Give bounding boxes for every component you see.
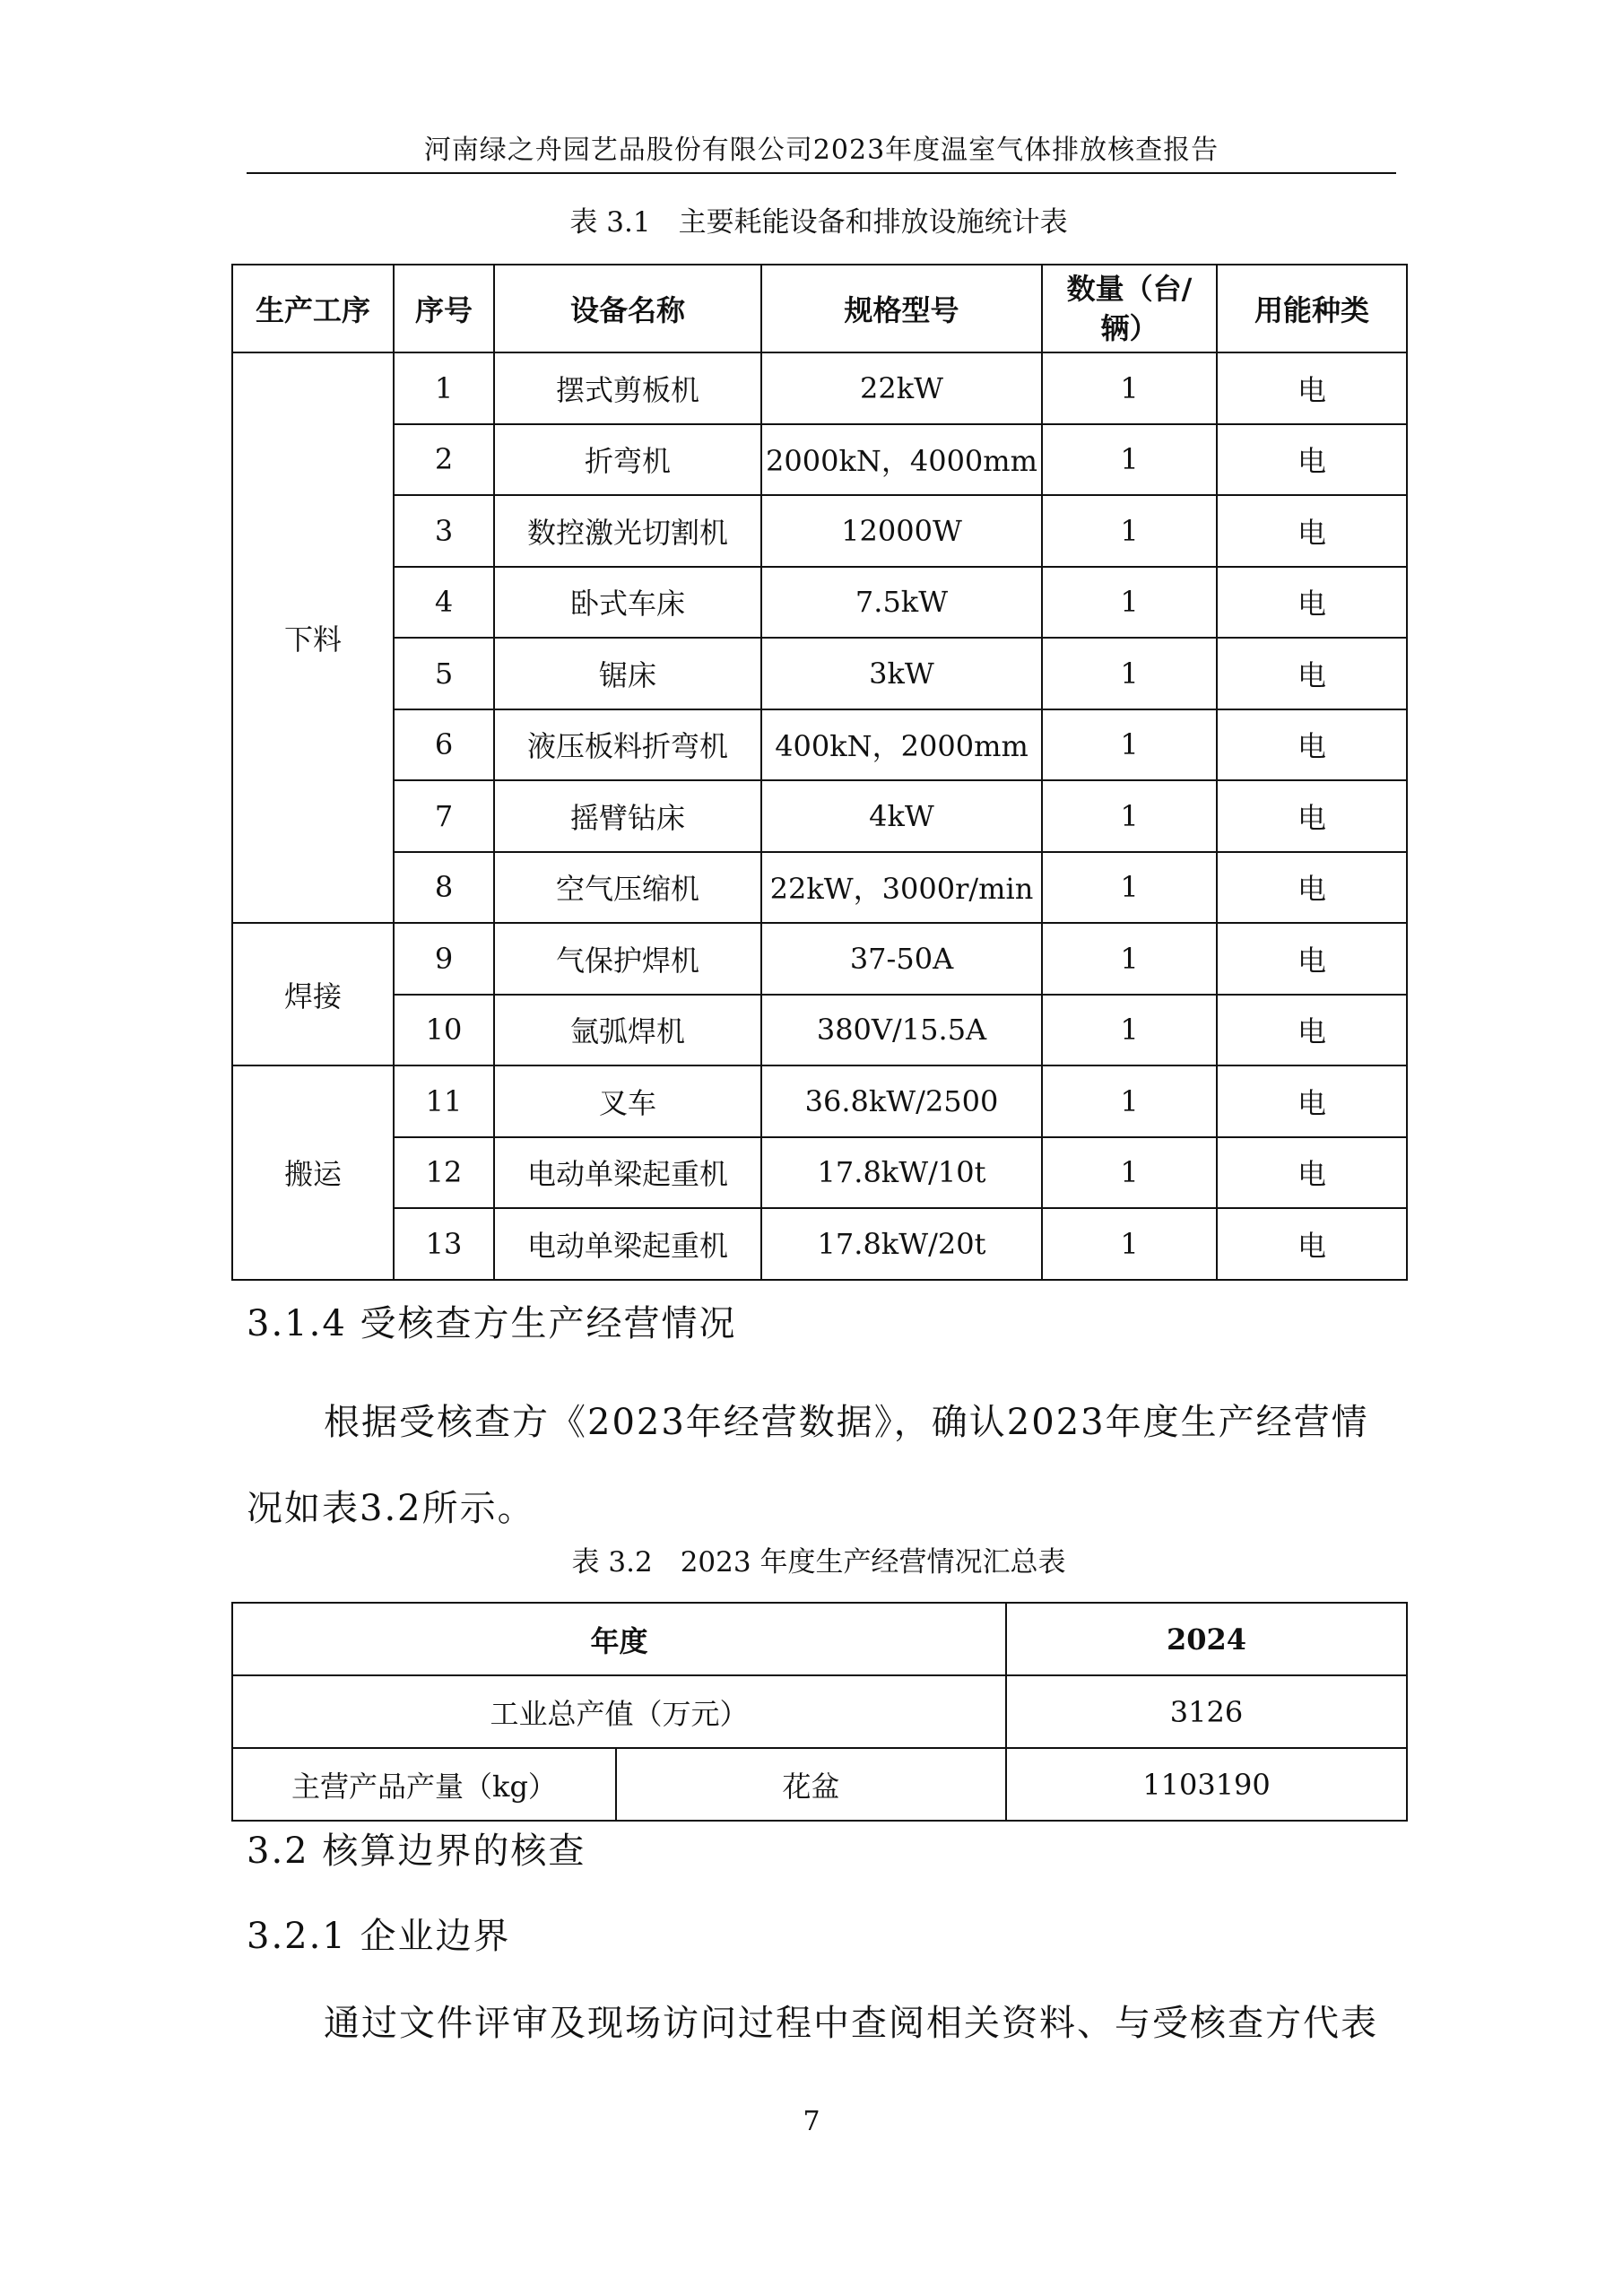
cell-energy: 电 (1217, 923, 1407, 995)
cell-qty: 1 (1042, 424, 1217, 496)
cell-energy: 电 (1217, 1208, 1407, 1280)
cell-no: 10 (394, 995, 494, 1066)
cell-name: 摇臂钻床 (494, 780, 761, 852)
table2-caption: 表 3.2 2023 年度生产经营情况汇总表 (571, 1546, 1066, 1578)
cell-qty: 1 (1042, 1208, 1217, 1280)
output-label: 工业总产值（万元） (232, 1675, 1006, 1748)
cell-name: 氩弧焊机 (494, 995, 761, 1066)
process-group: 搬运 (232, 1065, 394, 1280)
col-header: 序号 (394, 265, 494, 352)
operations-summary-table (231, 1602, 1408, 1822)
table-header-row (232, 265, 1407, 352)
cell-qty: 1 (1042, 638, 1217, 709)
cell-spec: 12000W (761, 495, 1042, 567)
table-row (232, 1208, 1407, 1280)
cell-name: 折弯机 (494, 424, 761, 496)
cell-name: 锯床 (494, 638, 761, 709)
section-3-2-1-heading: 3.2.1 企业边界 (247, 1916, 511, 1957)
cell-no: 3 (394, 495, 494, 567)
table1-caption: 表 3.1 主要耗能设备和排放设施统计表 (569, 206, 1068, 239)
cell-spec: 22kW，3000r/min (761, 852, 1042, 924)
col-header: 设备名称 (494, 265, 761, 352)
cell-energy: 电 (1217, 852, 1407, 924)
cell-name: 叉车 (494, 1065, 761, 1137)
section-3-2-heading: 3.2 核算边界的核查 (247, 1831, 586, 1872)
cell-name: 卧式车床 (494, 567, 761, 639)
cell-qty: 1 (1042, 1137, 1217, 1209)
cell-no: 11 (394, 1065, 494, 1137)
cell-no: 8 (394, 852, 494, 924)
cell-spec: 2000kN，4000mm (761, 424, 1042, 496)
cell-no: 2 (394, 424, 494, 496)
table-row (232, 1603, 1407, 1675)
cell-qty: 1 (1042, 567, 1217, 639)
page-number: 7 (803, 2106, 820, 2137)
cell-no: 1 (394, 352, 494, 424)
table-row (232, 1137, 1407, 1209)
table-row (232, 1675, 1407, 1748)
year-value: 2024 (1006, 1603, 1407, 1675)
cell-spec: 400kN，2000mm (761, 709, 1042, 781)
cell-qty: 1 (1042, 709, 1217, 781)
cell-spec: 3kW (761, 638, 1042, 709)
cell-spec: 36.8kW/2500 (761, 1065, 1042, 1137)
table-row (232, 1065, 1407, 1137)
col-header: 用能种类 (1217, 265, 1407, 352)
cell-spec: 380V/15.5A (761, 995, 1042, 1066)
cell-qty: 1 (1042, 923, 1217, 995)
cell-spec: 22kW (761, 352, 1042, 424)
cell-spec: 7.5kW (761, 567, 1042, 639)
col-header: 生产工序 (232, 265, 394, 352)
col-header: 数量（台/辆） (1042, 265, 1217, 352)
cell-energy: 电 (1217, 638, 1407, 709)
cell-spec: 37-50A (761, 923, 1042, 995)
table-row (232, 852, 1407, 924)
cell-no: 13 (394, 1208, 494, 1280)
col-header: 规格型号 (761, 265, 1042, 352)
cell-energy: 电 (1217, 352, 1407, 424)
table-row (232, 780, 1407, 852)
cell-name: 空气压缩机 (494, 852, 761, 924)
cell-no: 7 (394, 780, 494, 852)
process-group: 焊接 (232, 923, 394, 1065)
cell-name: 摆式剪板机 (494, 352, 761, 424)
cell-name: 电动单梁起重机 (494, 1208, 761, 1280)
cell-qty: 1 (1042, 852, 1217, 924)
output-value: 3126 (1006, 1675, 1407, 1748)
cell-spec: 4kW (761, 780, 1042, 852)
cell-no: 12 (394, 1137, 494, 1209)
table-row (232, 1748, 1407, 1821)
table-row (232, 638, 1407, 709)
cell-energy: 电 (1217, 1137, 1407, 1209)
table-row (232, 424, 1407, 496)
cell-name: 气保护焊机 (494, 923, 761, 995)
year-label: 年度 (232, 1603, 1006, 1675)
cell-energy: 电 (1217, 567, 1407, 639)
product-label: 主营产品产量（kg） (232, 1748, 616, 1821)
table-row (232, 923, 1407, 995)
equipment-table (231, 264, 1408, 1281)
cell-energy: 电 (1217, 995, 1407, 1066)
page-header: 河南绿之舟园艺品股份有限公司2023年度温室气体排放核查报告 (423, 135, 1219, 166)
table-row (232, 567, 1407, 639)
header-rule (247, 172, 1396, 174)
cell-no: 5 (394, 638, 494, 709)
section-3-1-4-paragraph: 根据受核查方《2023年经营数据》，确认2023年度生产经营情况如表3.2所示。 (247, 1402, 1369, 1529)
cell-name: 液压板料折弯机 (494, 709, 761, 781)
cell-name: 数控激光切割机 (494, 495, 761, 567)
cell-energy: 电 (1217, 780, 1407, 852)
process-group: 下料 (232, 352, 394, 923)
cell-no: 6 (394, 709, 494, 781)
product-value: 1103190 (1006, 1748, 1407, 1821)
cell-name: 电动单梁起重机 (494, 1137, 761, 1209)
cell-qty: 1 (1042, 495, 1217, 567)
table-row (232, 995, 1407, 1066)
cell-spec: 17.8kW/20t (761, 1208, 1042, 1280)
table-row (232, 495, 1407, 567)
cell-qty: 1 (1042, 1065, 1217, 1137)
cell-no: 9 (394, 923, 494, 995)
cell-spec: 17.8kW/10t (761, 1137, 1042, 1209)
cell-qty: 1 (1042, 352, 1217, 424)
cell-no: 4 (394, 567, 494, 639)
cell-energy: 电 (1217, 1065, 1407, 1137)
section-3-1-4-heading: 3.1.4 受核查方生产经营情况 (247, 1303, 737, 1344)
cell-energy: 电 (1217, 709, 1407, 781)
cell-energy: 电 (1217, 495, 1407, 567)
cell-energy: 电 (1217, 424, 1407, 496)
table-row (232, 352, 1407, 424)
cell-qty: 1 (1042, 780, 1217, 852)
table-row (232, 709, 1407, 781)
product-name: 花盆 (616, 1748, 1006, 1821)
section-3-2-1-paragraph: 通过文件评审及现场访问过程中查阅相关资料、与受核查方代表 (324, 2003, 1378, 2044)
cell-qty: 1 (1042, 995, 1217, 1066)
